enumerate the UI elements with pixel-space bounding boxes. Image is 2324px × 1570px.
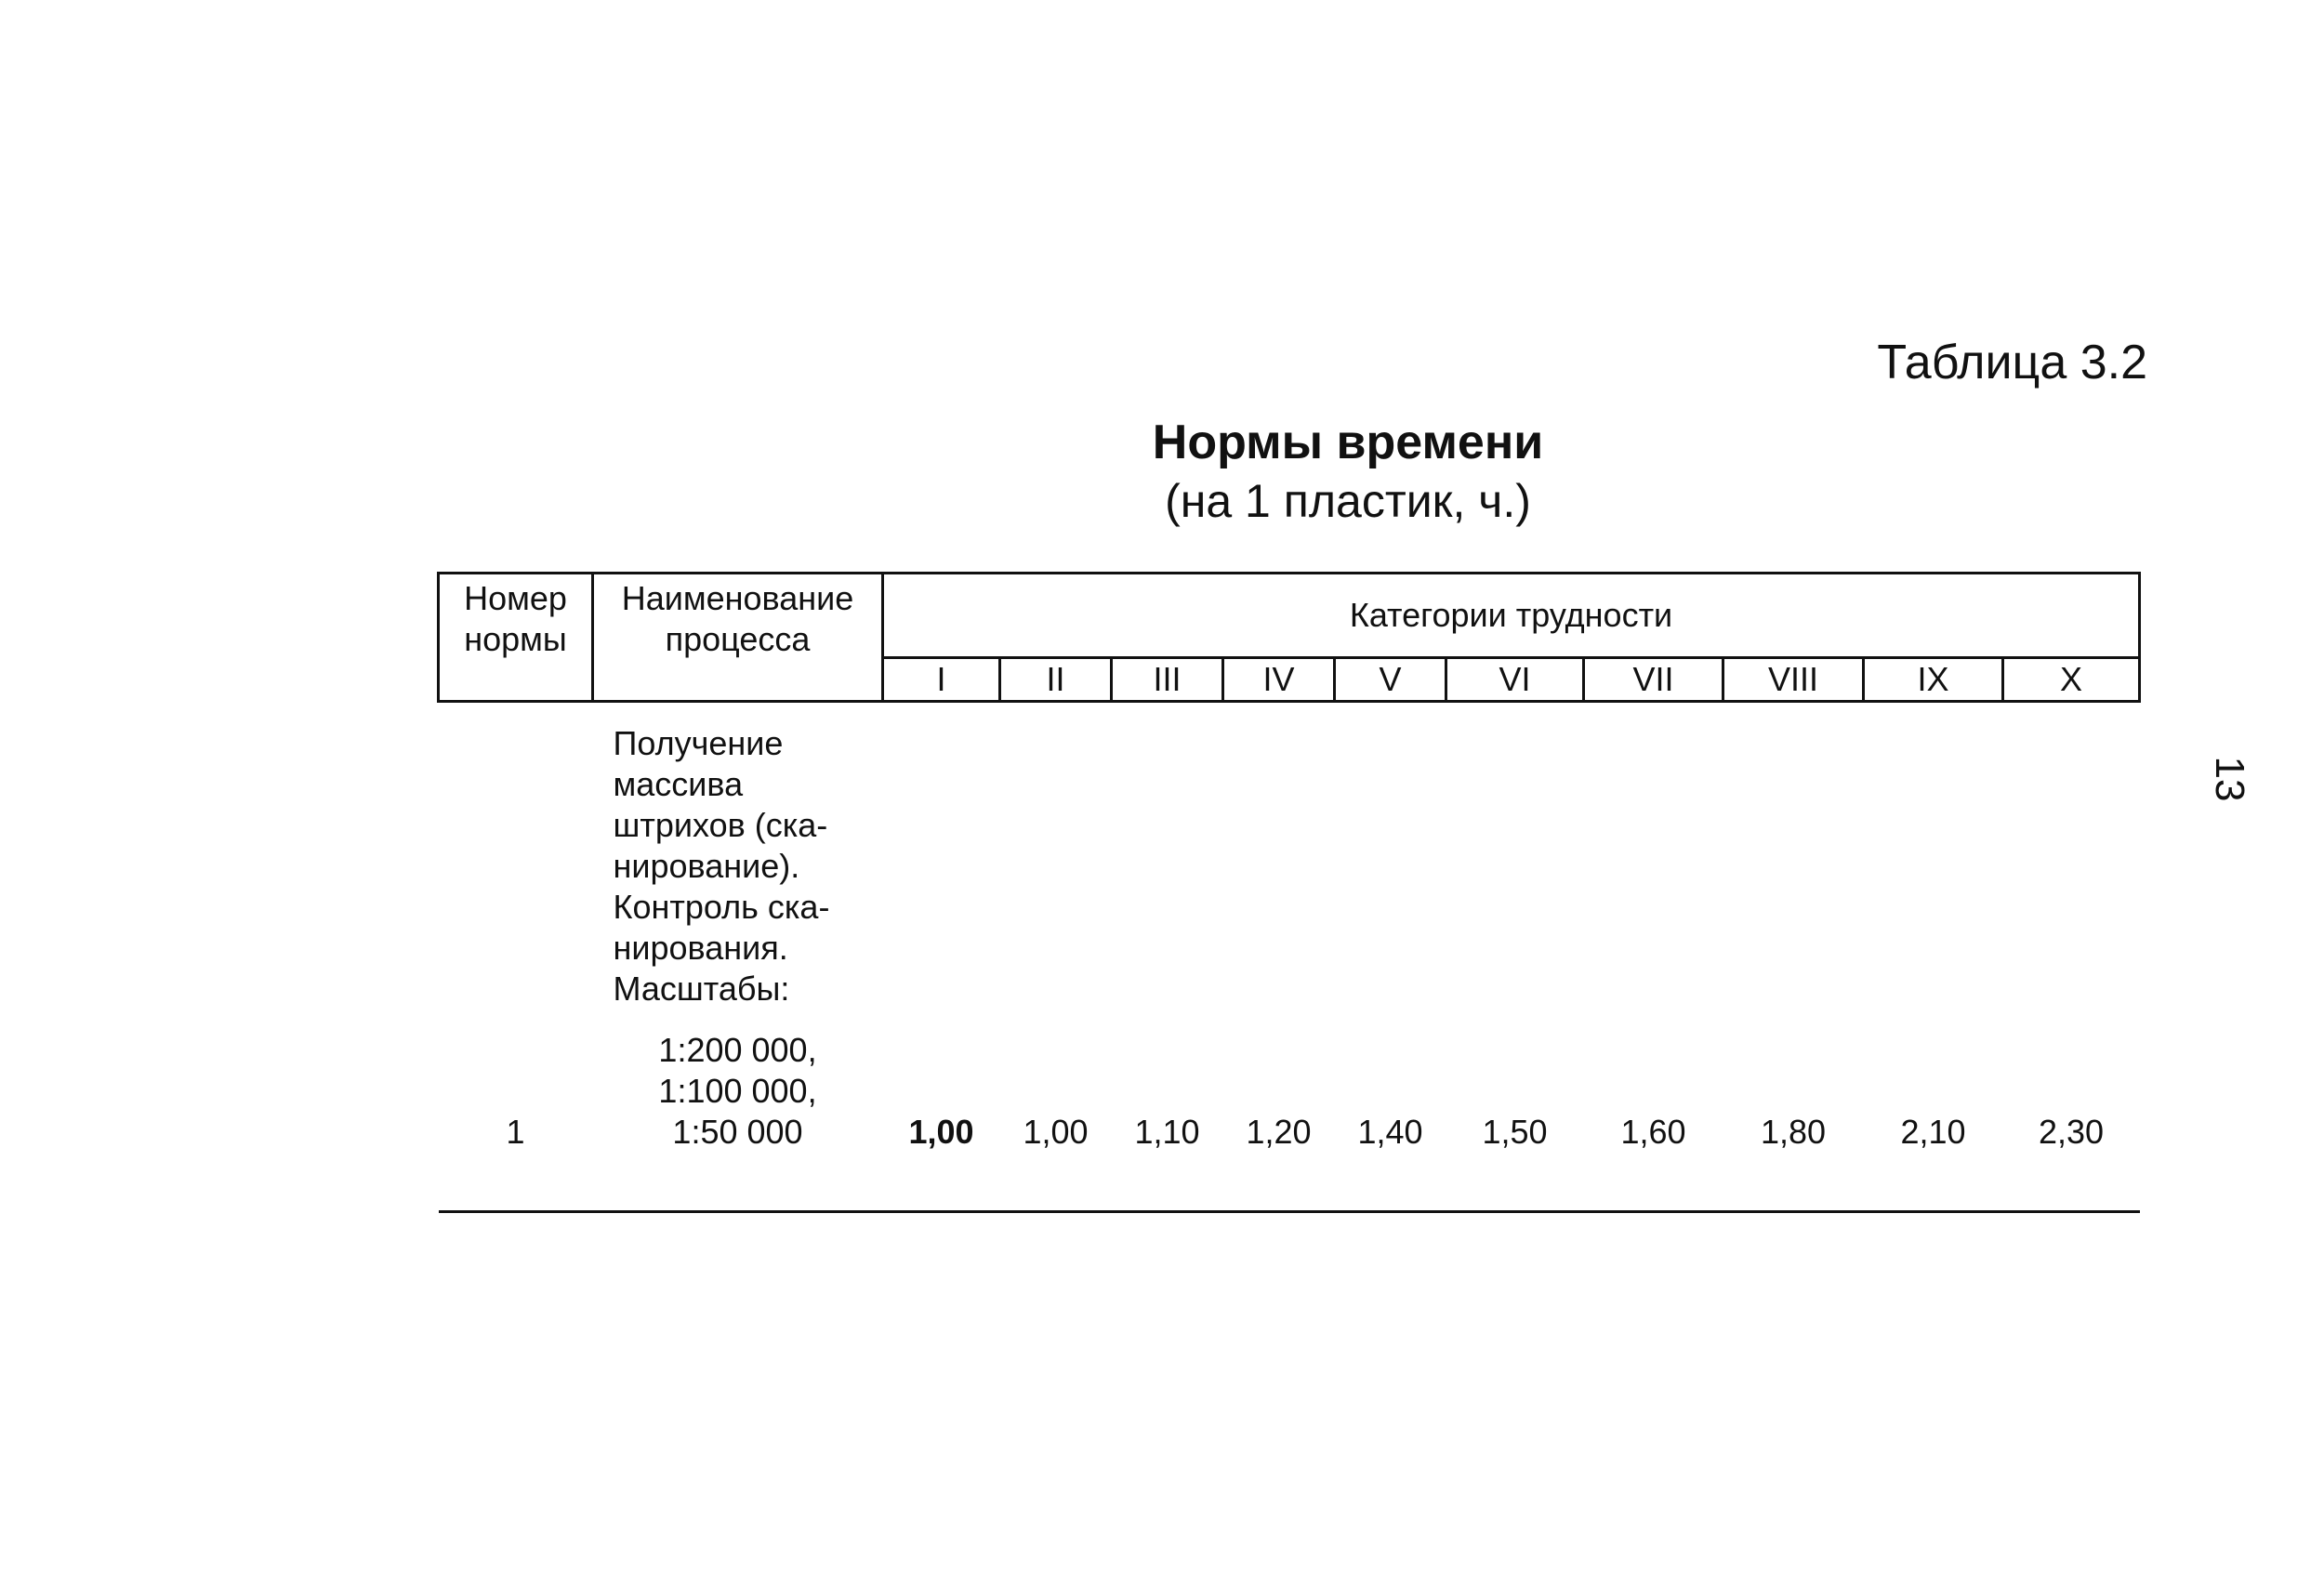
value-category-8: 1,80 [1760, 1113, 1827, 1151]
value-category-9: 2,10 [1900, 1113, 1966, 1151]
header-row-top [439, 574, 2140, 658]
empty-cell [883, 702, 2140, 1010]
value-category-3: 1,10 [1134, 1113, 1200, 1151]
header-category-6: VI [1446, 658, 1584, 702]
scale-line: 1:200 000, [658, 1031, 817, 1069]
scale-line: 1:50 000 [672, 1113, 803, 1151]
empty-cell [439, 702, 593, 1010]
page-number: 13 [2207, 756, 2252, 802]
table-subtitle: (на 1 пластик, ч.) [1165, 475, 1531, 527]
table-row-description [439, 702, 2140, 1010]
table-row [439, 1009, 2140, 1153]
header-category-4: IV [1223, 658, 1335, 702]
value-category-7: 1,60 [1620, 1113, 1686, 1151]
bottom-rule-cell [439, 1153, 2140, 1212]
scales-cell [593, 1009, 883, 1153]
table-bottom-rule [439, 1153, 2140, 1212]
description-line: Получение [613, 724, 784, 762]
header-process-name-line-2: процесса [665, 620, 811, 658]
header-categories: Категории трудности [883, 574, 2140, 658]
process-description [593, 702, 883, 1010]
value-category-4: 1,20 [1246, 1113, 1312, 1151]
value-category-5: 1,40 [1357, 1113, 1423, 1151]
value-category-6: 1,50 [1482, 1113, 1548, 1151]
header-norm-number-line-2: нормы [464, 620, 567, 658]
title-block [837, 413, 1859, 530]
header-category-5: V [1335, 658, 1446, 702]
header-category-2: II [1000, 658, 1112, 702]
value-category-2: 1,00 [1023, 1113, 1089, 1151]
header-category-10: X [2003, 658, 2140, 702]
description-line: штрихов (ска- [613, 806, 828, 844]
description-line: нирование). [613, 847, 800, 885]
header-category-3: III [1112, 658, 1223, 702]
header-category-7: VII [1584, 658, 1723, 702]
header-norm-number-line-1: Номер [464, 579, 567, 617]
header-category-1: I [883, 658, 1000, 702]
table-label: Таблица 3.2 [1877, 336, 2147, 389]
header-category-9: IX [1864, 658, 2003, 702]
description-line: нирования. [613, 929, 788, 967]
header-process-name [593, 574, 883, 702]
scale-line: 1:100 000, [658, 1072, 817, 1110]
description-line: Масштабы: [613, 970, 790, 1008]
value-category-1: 1,00 [908, 1113, 974, 1151]
value-category-10: 2,30 [2038, 1113, 2105, 1151]
header-process-name-line-1: Наименование [621, 579, 854, 617]
header-category-8: VIII [1723, 658, 1864, 702]
header-norm-number [439, 574, 593, 702]
norm-number-cell: 1 [506, 1113, 525, 1151]
description-line: массива [613, 765, 744, 803]
description-line: Контроль ска- [613, 888, 830, 926]
norms-table [437, 572, 2141, 1213]
table-title: Нормы времени [1152, 416, 1544, 469]
